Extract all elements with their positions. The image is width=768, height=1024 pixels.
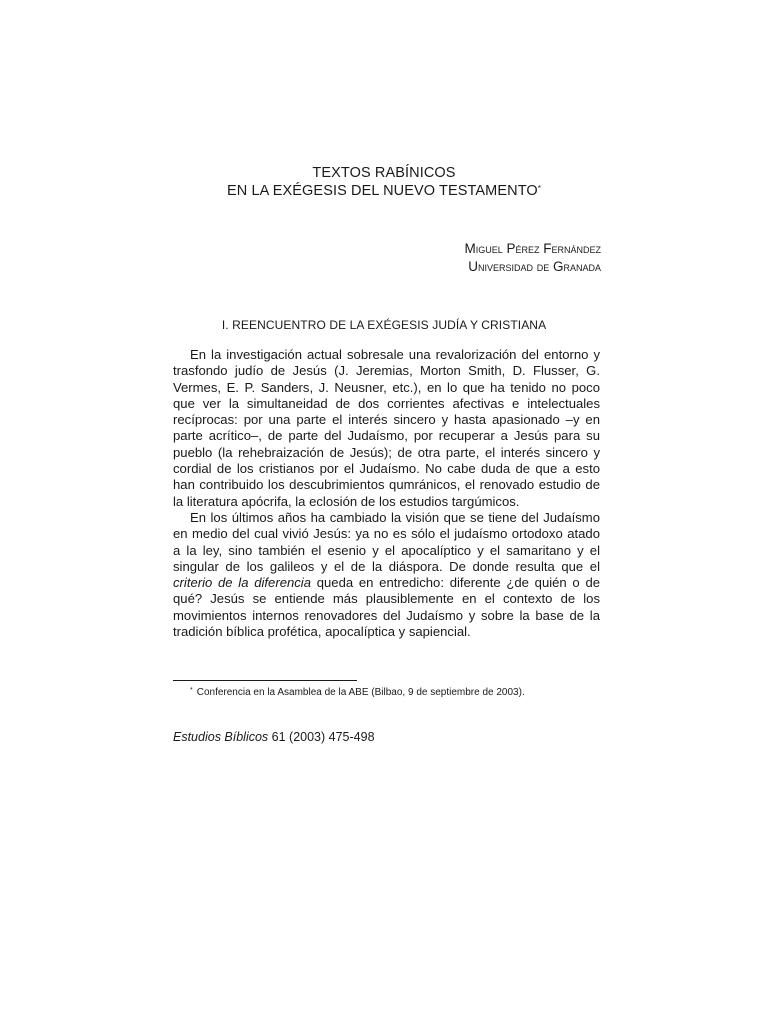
journal-citation bbox=[173, 729, 375, 745]
author-name: Miguel Pérez Fernández bbox=[464, 241, 601, 256]
paragraph-2-italic: criterio de la diferencia bbox=[173, 575, 312, 591]
title-line-2-text: EN LA EXÉGESIS DEL NUEVO TESTAMENTO bbox=[227, 183, 538, 199]
title-footnote-marker: * bbox=[537, 184, 541, 193]
title-line-1: TEXTOS RABÍNICOS bbox=[312, 165, 456, 181]
footnote-divider bbox=[173, 680, 357, 681]
footnote-marker: * bbox=[190, 687, 193, 694]
author-affiliation: Universidad de Granada bbox=[468, 259, 601, 274]
author-block bbox=[464, 240, 601, 276]
paragraph-2-part-2: queda en entredicho: diferente ¿de quién o de qué? Jesús se entiende más plausiblemente en el contexto de los movimientos internos renovadores del Judaísmo y sobre la base de la tradición bíblica profética, apocalíptica y sapiencial. bbox=[173, 575, 601, 640]
paragraph-1: En la investigación actual sobresale una revalorización del entorno y trasfondo judío de Jesús (J. Jeremias, Morton Smith, D. Flusser, G. Vermes, E. P. Sanders, J. Neusner, etc.), en lo que ha tenido no poco que ver la simultaneidad de dos corrientes afectivas e intelectuales recíprocas: por una parte el interés sincero y hasta apasionado –y en parte acrítico–, de parte del Judaísmo, por recuperar a Jesús para su pueblo (la rehebraización de Jesús); de otra parte, el interés sincero y cordial de los cristianos por el Judaísmo. No cabe duda de que a esto han contribuido los descubrimientos qumránicos, el renovado estudio de la literatura apócrifa, la eclosión de los estudios targúmicos. bbox=[173, 347, 600, 509]
title-line-2 bbox=[0, 182, 768, 200]
section-heading: I. REENCUENTRO DE LA EXÉGESIS JUDÍA Y CRISTIANA bbox=[221, 318, 547, 332]
paragraph-2 bbox=[173, 510, 600, 640]
article-title bbox=[0, 164, 768, 200]
footnote bbox=[190, 686, 525, 699]
journal-name: Estudios Bíblicos bbox=[173, 730, 269, 744]
footnote-text: Conferencia en la Asamblea de la ABE (Bilbao, 9 de septiembre de 2003). bbox=[196, 687, 525, 698]
paragraph-2-part-1: En los últimos años ha cambiado la visión que se tiene del Judaísmo en medio del cual vivió Jesús: ya no es sólo el judaísmo ortodoxo atado a la ley, sino también el esenio y el apocalíptico y el samaritano y el singular de los galileos y el de la diáspora. De donde resulta que el bbox=[173, 509, 600, 574]
journal-volume-pages: 61 (2003) 475-498 bbox=[268, 730, 375, 744]
body-text bbox=[173, 347, 600, 640]
